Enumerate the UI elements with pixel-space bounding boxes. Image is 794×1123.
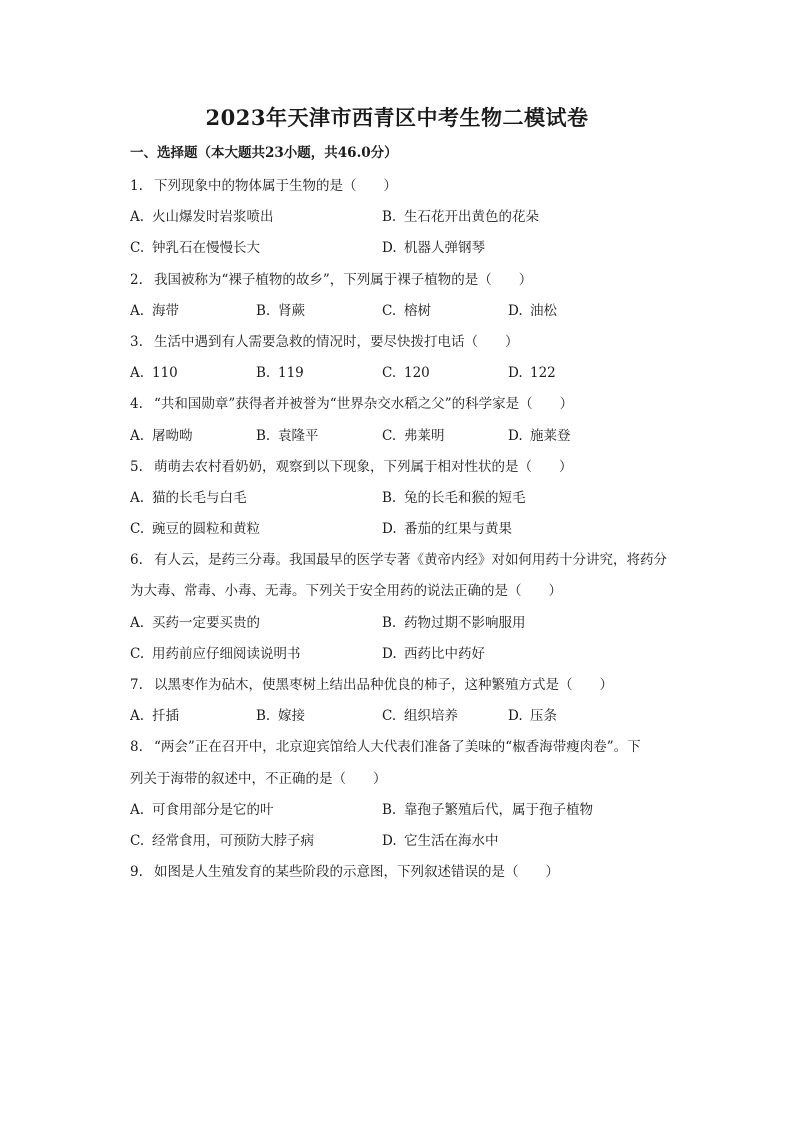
question-text: “两会”正在召开中，北京迎宾馆给人大代表们准备了美味的“椒香海带瘦肉卷”。下 xyxy=(154,739,641,756)
page-title: 2023年天津市西青区中考生物二模试卷 xyxy=(205,105,589,130)
question-number: 9. xyxy=(130,864,143,881)
option-d: D. 122 xyxy=(508,365,556,382)
question-number: 4. xyxy=(130,396,143,413)
question-5 xyxy=(130,455,690,486)
options-row xyxy=(130,517,690,548)
question-text: 我国被称为“裸子植物的故乡”，下列属于裸子植物的是（ ） xyxy=(154,271,533,288)
option-c: C. 经常食用，可预防大脖子病 xyxy=(130,832,314,849)
option-d: D. 西药比中药好 xyxy=(382,645,485,662)
option-c: C. 120 xyxy=(382,365,430,382)
question-text-continued: 为大毒、常毒、小毒、无毒。下列关于安全用药的说法正确的是（ ） xyxy=(130,583,562,600)
question-text: 有人云，是药三分毒。我国最早的医学专著《黄帝内经》对如何用药十分讲究，将药分 xyxy=(154,552,667,569)
question-text: 以黑枣作为砧木，使黑枣树上结出品种优良的柿子，这种繁殖方式是（ ） xyxy=(154,677,613,693)
option-d: D. 机器人弹钢琴 xyxy=(382,240,485,257)
question-text: 下列现象中的物体属于生物的是（ ） xyxy=(154,178,397,194)
options-row xyxy=(130,299,690,330)
options-row xyxy=(130,829,690,860)
options-row xyxy=(130,486,690,517)
question-number: 7. xyxy=(130,677,143,693)
option-d: D. 它生活在海水中 xyxy=(382,832,499,849)
question-number: 1. xyxy=(130,178,143,194)
option-d: D. 番茄的红果与黄果 xyxy=(382,521,512,538)
option-a: A. 火山爆发时岩浆喷出 xyxy=(130,209,274,226)
question-number: 5. xyxy=(130,458,143,475)
option-d: D. 施莱登 xyxy=(508,427,571,444)
option-c: C. 豌豆的圆粒和黄粒 xyxy=(130,521,260,538)
question-text: 如图是人生殖发育的某些阶段的示意图，下列叙述错误的是（ ） xyxy=(154,864,559,881)
option-c: C. 榕树 xyxy=(382,302,431,319)
question-number: 8. xyxy=(130,739,143,756)
option-a: A. 海带 xyxy=(130,302,179,319)
option-b: B. 119 xyxy=(256,365,304,382)
options-row xyxy=(130,704,690,735)
option-a: A. 猫的长毛与白毛 xyxy=(130,489,247,506)
question-1 xyxy=(130,174,690,205)
question-number: 3. xyxy=(130,333,143,350)
option-b: B. 靠孢子繁殖后代，属于孢子植物 xyxy=(382,801,593,818)
question-8 xyxy=(130,735,690,766)
question-text: 萌萌去农村看奶奶，观察到以下现象，下列属于相对性状的是（ ） xyxy=(154,458,573,475)
question-2 xyxy=(130,268,690,299)
option-b: B. 生石花开出黄色的花朵 xyxy=(382,209,539,226)
option-c: C. 用药前应仔细阅读说明书 xyxy=(130,645,301,662)
option-a: A. 买药一定要买贵的 xyxy=(130,614,260,631)
question-3 xyxy=(130,330,690,361)
question-number: 6. xyxy=(130,552,143,569)
options-row xyxy=(130,611,690,642)
option-b: B. 兔的长毛和猴的短毛 xyxy=(382,489,526,506)
options-row xyxy=(130,642,690,673)
question-text-continued: 列关于海带的叙述中，不正确的是（ ） xyxy=(130,770,387,787)
option-a: A. 扦插 xyxy=(130,708,179,725)
question-9 xyxy=(130,860,690,891)
question-list xyxy=(130,174,690,891)
options-row xyxy=(130,424,690,455)
question-text: “共和国勋章”获得者并被誉为“世界杂交水稻之父”的科学家是（ ） xyxy=(154,396,574,413)
option-a: A. 110 xyxy=(130,365,178,382)
options-row xyxy=(130,205,690,236)
option-b: B. 袁隆平 xyxy=(256,427,319,444)
option-c: C. 组织培养 xyxy=(382,708,458,725)
question-text: 生活中遇到有人需要急救的情况时，要尽快拨打电话（ ） xyxy=(154,333,519,350)
option-c: C. 钟乳石在慢慢长大 xyxy=(130,240,260,257)
option-b: B. 药物过期不影响服用 xyxy=(382,614,526,631)
option-d: D. 油松 xyxy=(508,302,557,319)
options-row xyxy=(130,236,690,267)
question-number: 2. xyxy=(130,271,143,288)
option-b: B. 肾蕨 xyxy=(256,302,305,319)
options-row xyxy=(130,361,690,392)
option-b: B. 嫁接 xyxy=(256,708,305,725)
option-a: A. 可食用部分是它的叶 xyxy=(130,801,274,818)
section-heading: 一、选择题（本大题共23小题，共46.0分） xyxy=(130,145,398,161)
options-row xyxy=(130,798,690,829)
question-7 xyxy=(130,673,690,704)
option-d: D. 压条 xyxy=(508,708,557,725)
question-6 xyxy=(130,548,690,579)
option-c: C. 弗莱明 xyxy=(382,427,445,444)
question-4 xyxy=(130,392,690,423)
option-a: A. 屠呦呦 xyxy=(130,427,193,444)
